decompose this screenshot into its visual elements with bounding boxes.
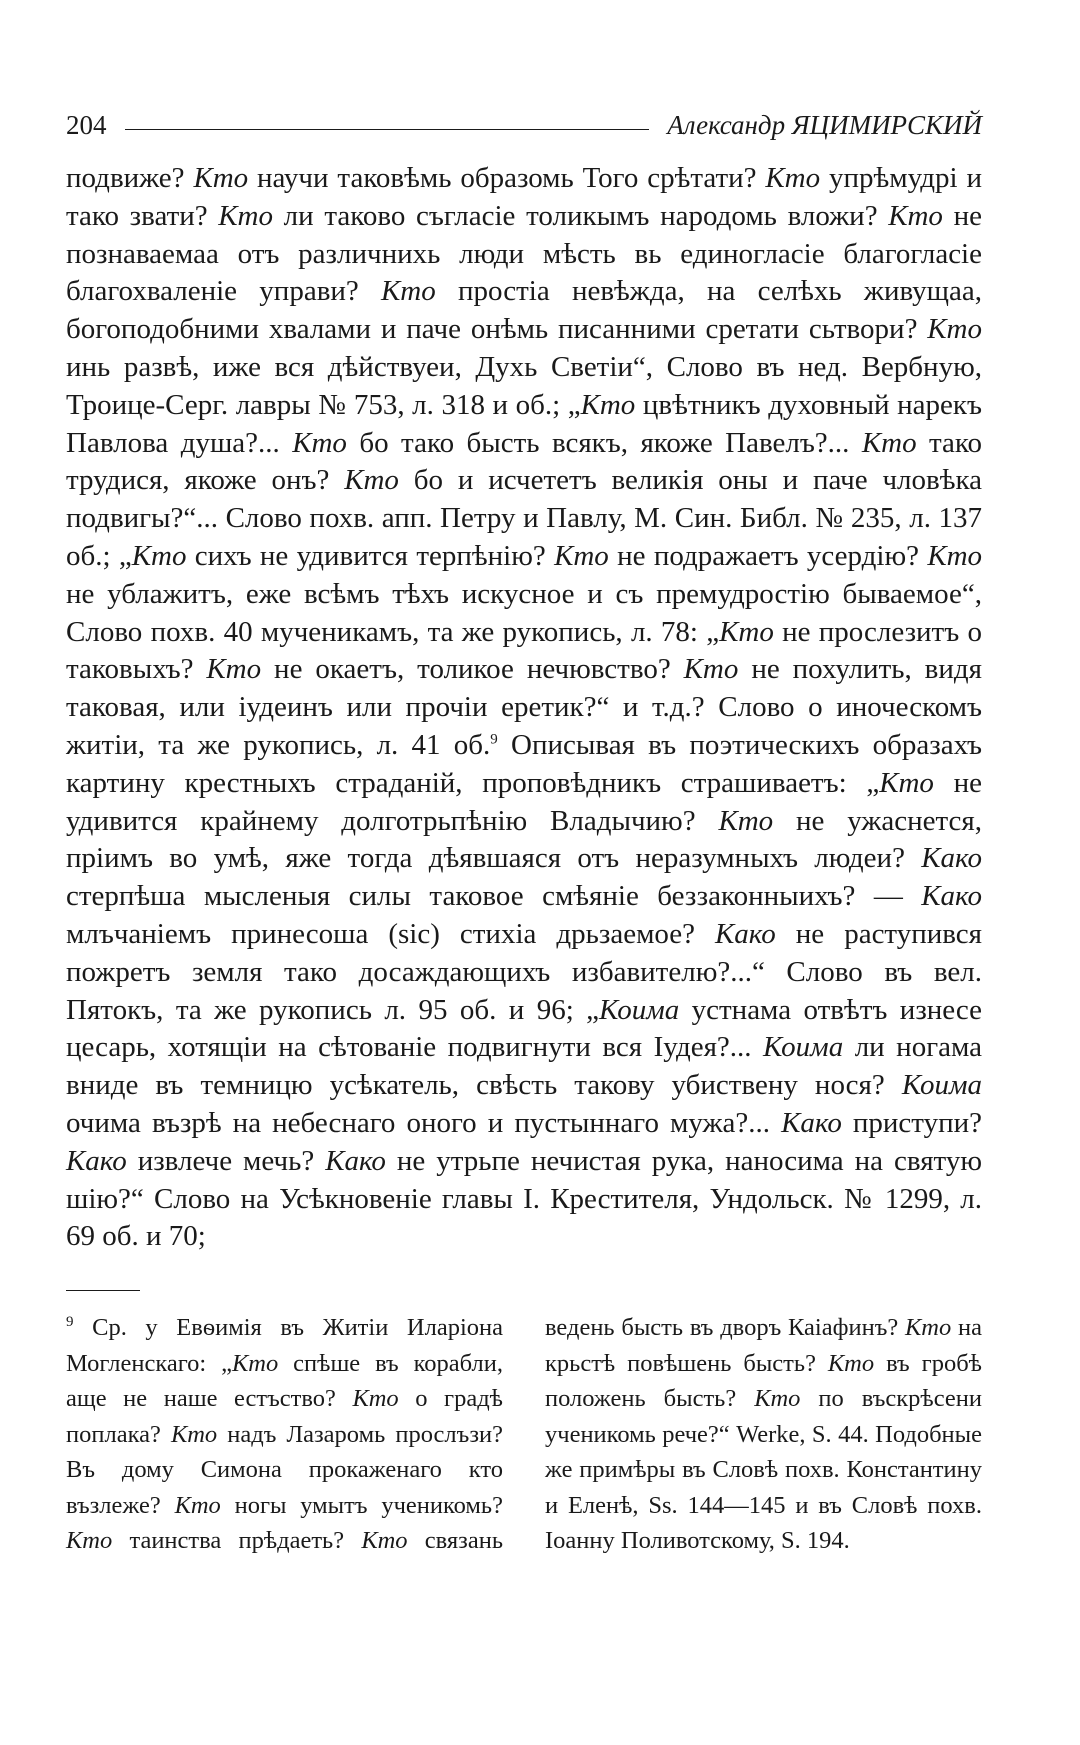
body-paragraph [66,160,982,1256]
text-run: не подражаетъ усердію? [608,539,928,572]
text-run: на крьстѣ повѣшень бысть? [545,1314,982,1377]
italic-word: Кто [718,804,774,837]
italic-word: Кто [879,766,934,799]
text-run: таинства прѣдаеть? [112,1527,362,1554]
footnote-9 [66,1310,982,1559]
text-run: не удивится крайнему долготрьпѣнію Владычию? [66,766,982,837]
italic-word: Кто [193,162,249,194]
footnotes [66,1310,982,1559]
text-run: очима възрѣ на небеснаго оного и пустыннаго мужа?... [66,1106,782,1139]
text-run: по въскрѣсени ученикомь рече?“ Werke, S. 44. Подобные же примѣры въ Словѣ похв. Константину и Еленѣ, Ss. 144—145 и въ Словѣ похв. Іоанну Поливотскому, S. 194. [545,1385,982,1554]
text-run: надъ Лазаромь прослъзи? Въ дому Симона прокаженаго кто възлеже? [66,1420,503,1519]
text-run: не раступився пожретъ земля тако досаждающихъ избавителю?...“ Слово въ вел. Пятокъ, та же рукопись л. 95 об. и 96; „ [66,917,982,1026]
italic-word: Кто [827,1349,875,1377]
italic-word: Кто [861,426,917,459]
text-run: извлече мечь? [126,1144,326,1177]
text-run: Описывая въ поэтическихъ образахъ картину крестныхъ страданій, проповѣдникъ страшиваетъ: „ [66,728,983,799]
text-run: цвѣтникъ духовный нарекъ Павлова душа?... [66,388,982,459]
italic-word: Кто [352,1385,399,1412]
text-run: Ср. у Евѳимія въ Житіи Иларіона Могленскаго: „ [66,1314,503,1377]
italic-word: Кто [719,615,774,648]
text-run: ли таково съгласіе толикымъ народомь вложи? [273,199,889,232]
running-head: Александр ЯЦИМИРСКИЙ [667,109,982,140]
italic-word: Кто [66,1527,113,1554]
text-run: не ублажитъ, еже всѣмъ тѣхъ искусное и съ премудростію бываемое“, Слово похв. 40 мученикамъ, та же рукопись, л. 78: „ [66,577,982,648]
text-run: сихъ не удивится терпѣнію? [186,539,555,572]
text-run: научи таковѣмь образомь Того срѣтати? [248,162,766,194]
italic-word: Кто [754,1385,801,1412]
italic-word: Кто [361,1527,408,1554]
italic-word: Коима [901,1069,982,1102]
text-run: упрѣмудрі и тако звати? [66,162,982,232]
italic-word: Коима [599,993,680,1026]
text-run: о градѣ поплака? [66,1385,503,1448]
text-run: устнама отвѣтъ изнесе цесарь, хотящіи на сѣтованіе подвигнути вся Іудея?... [66,993,982,1064]
text-run: не утрьпе нечистая рука, наносима на святую шію?“ Слово на Усѣкновеніе главы І. Крестителя, Ундольск. № 1299, л. 69 об. и 70; [66,1144,982,1253]
text-run: инь развѣ, иже вся дѣйствуеи, Духь Светіи“, Слово въ нед. Вербную, Троице-Серг. лавры № 753, л. 318 и об.; „ [66,350,982,421]
text-run: не ужаснется, пріимъ во умѣ, яже тогда дѣявшаяся отъ неразумныхъ людеи? [66,804,982,875]
italic-word: Кто [683,653,739,686]
italic-word: Кто [381,275,436,308]
page-header [66,103,982,147]
italic-word: Како [781,1106,842,1139]
text-run: бо и исчететъ великія оны и паче чловѣка подвигы?“... Слово похв. апп. Петру и Павлу, М. Син. Библ. № 235, л. 137 об.; „ [66,464,982,572]
footnote-marker: 9 [490,731,498,748]
italic-word: Како [325,1144,386,1177]
text-run: простіа невѣжда, на селѣхь живущаа, богоподобними хвалами и паче онѣмь писанними сретати сьтвори? [66,275,982,346]
italic-word: Како [921,880,982,913]
text-run: бо тако бысть всякъ, якоже Павелъ?... [346,426,862,459]
italic-word: Кто [218,199,273,232]
text-run: не похулить, видя таковая, или іудеинъ или прочіи еретик?“ и т.д.? Слово о иноческомъ житіи, та же рукопись, л. 41 об. [66,653,982,761]
text-run: спѣше въ корабли, аще не наше естъство? [66,1349,503,1412]
italic-word: Кто [206,653,262,686]
italic-word: Како [921,842,982,875]
text-run: приступи? [841,1106,982,1139]
text-run: не познаваемаа отъ различнихь люди мѣсть вь единогласіе благогласіе благохваленіе управи? [66,199,982,308]
text-run: не окаетъ, толикое нечювство? [261,653,684,686]
header-rule [125,129,650,130]
text-run: млъчаніемъ принесоша (sic) стихіа дрьзаемое? [66,917,716,950]
text-run: въ гробѣ положень бысть? [545,1349,982,1412]
italic-word: Кто [232,1349,279,1377]
text-run: стерпѣша мысленыя силы таковое смѣяніе беззаконныихъ? — [66,880,922,913]
text-run: подвиже? [66,162,194,194]
italic-word: Кто [927,313,982,346]
text-run: ногы умытъ ученикомь? [220,1491,503,1519]
italic-word: Кто [580,388,636,421]
italic-word: Кто [765,162,821,194]
italic-word: Кто [170,1420,218,1448]
italic-word: Кто [888,199,943,232]
italic-word: Кто [344,464,399,497]
italic-word: Кто [927,539,983,572]
italic-word: Кто [174,1491,221,1519]
italic-word: Кто [131,539,187,572]
italic-word: Како [66,1144,127,1177]
italic-word: Како [715,917,776,950]
italic-word: Кто [554,539,609,572]
main-text [66,160,982,1256]
page-number: 204 [66,109,107,140]
text-run: не прослезитъ о таковыхъ? [66,615,982,686]
italic-word: Кто [292,426,347,459]
text-run: ли ногама вниде въ темницю усѣкатель, свѣсть такову убиствену нося? [66,1031,982,1102]
footnote-rule [66,1290,140,1291]
italic-word: Коима [763,1031,844,1064]
footnote-marker: 9 [66,1313,74,1330]
italic-word: Кто [905,1314,952,1341]
text-run: тако трудися, якоже онъ? [66,426,983,497]
text-run: связань ведень бысть въ дворъ Каіафинъ? [407,1314,906,1554]
